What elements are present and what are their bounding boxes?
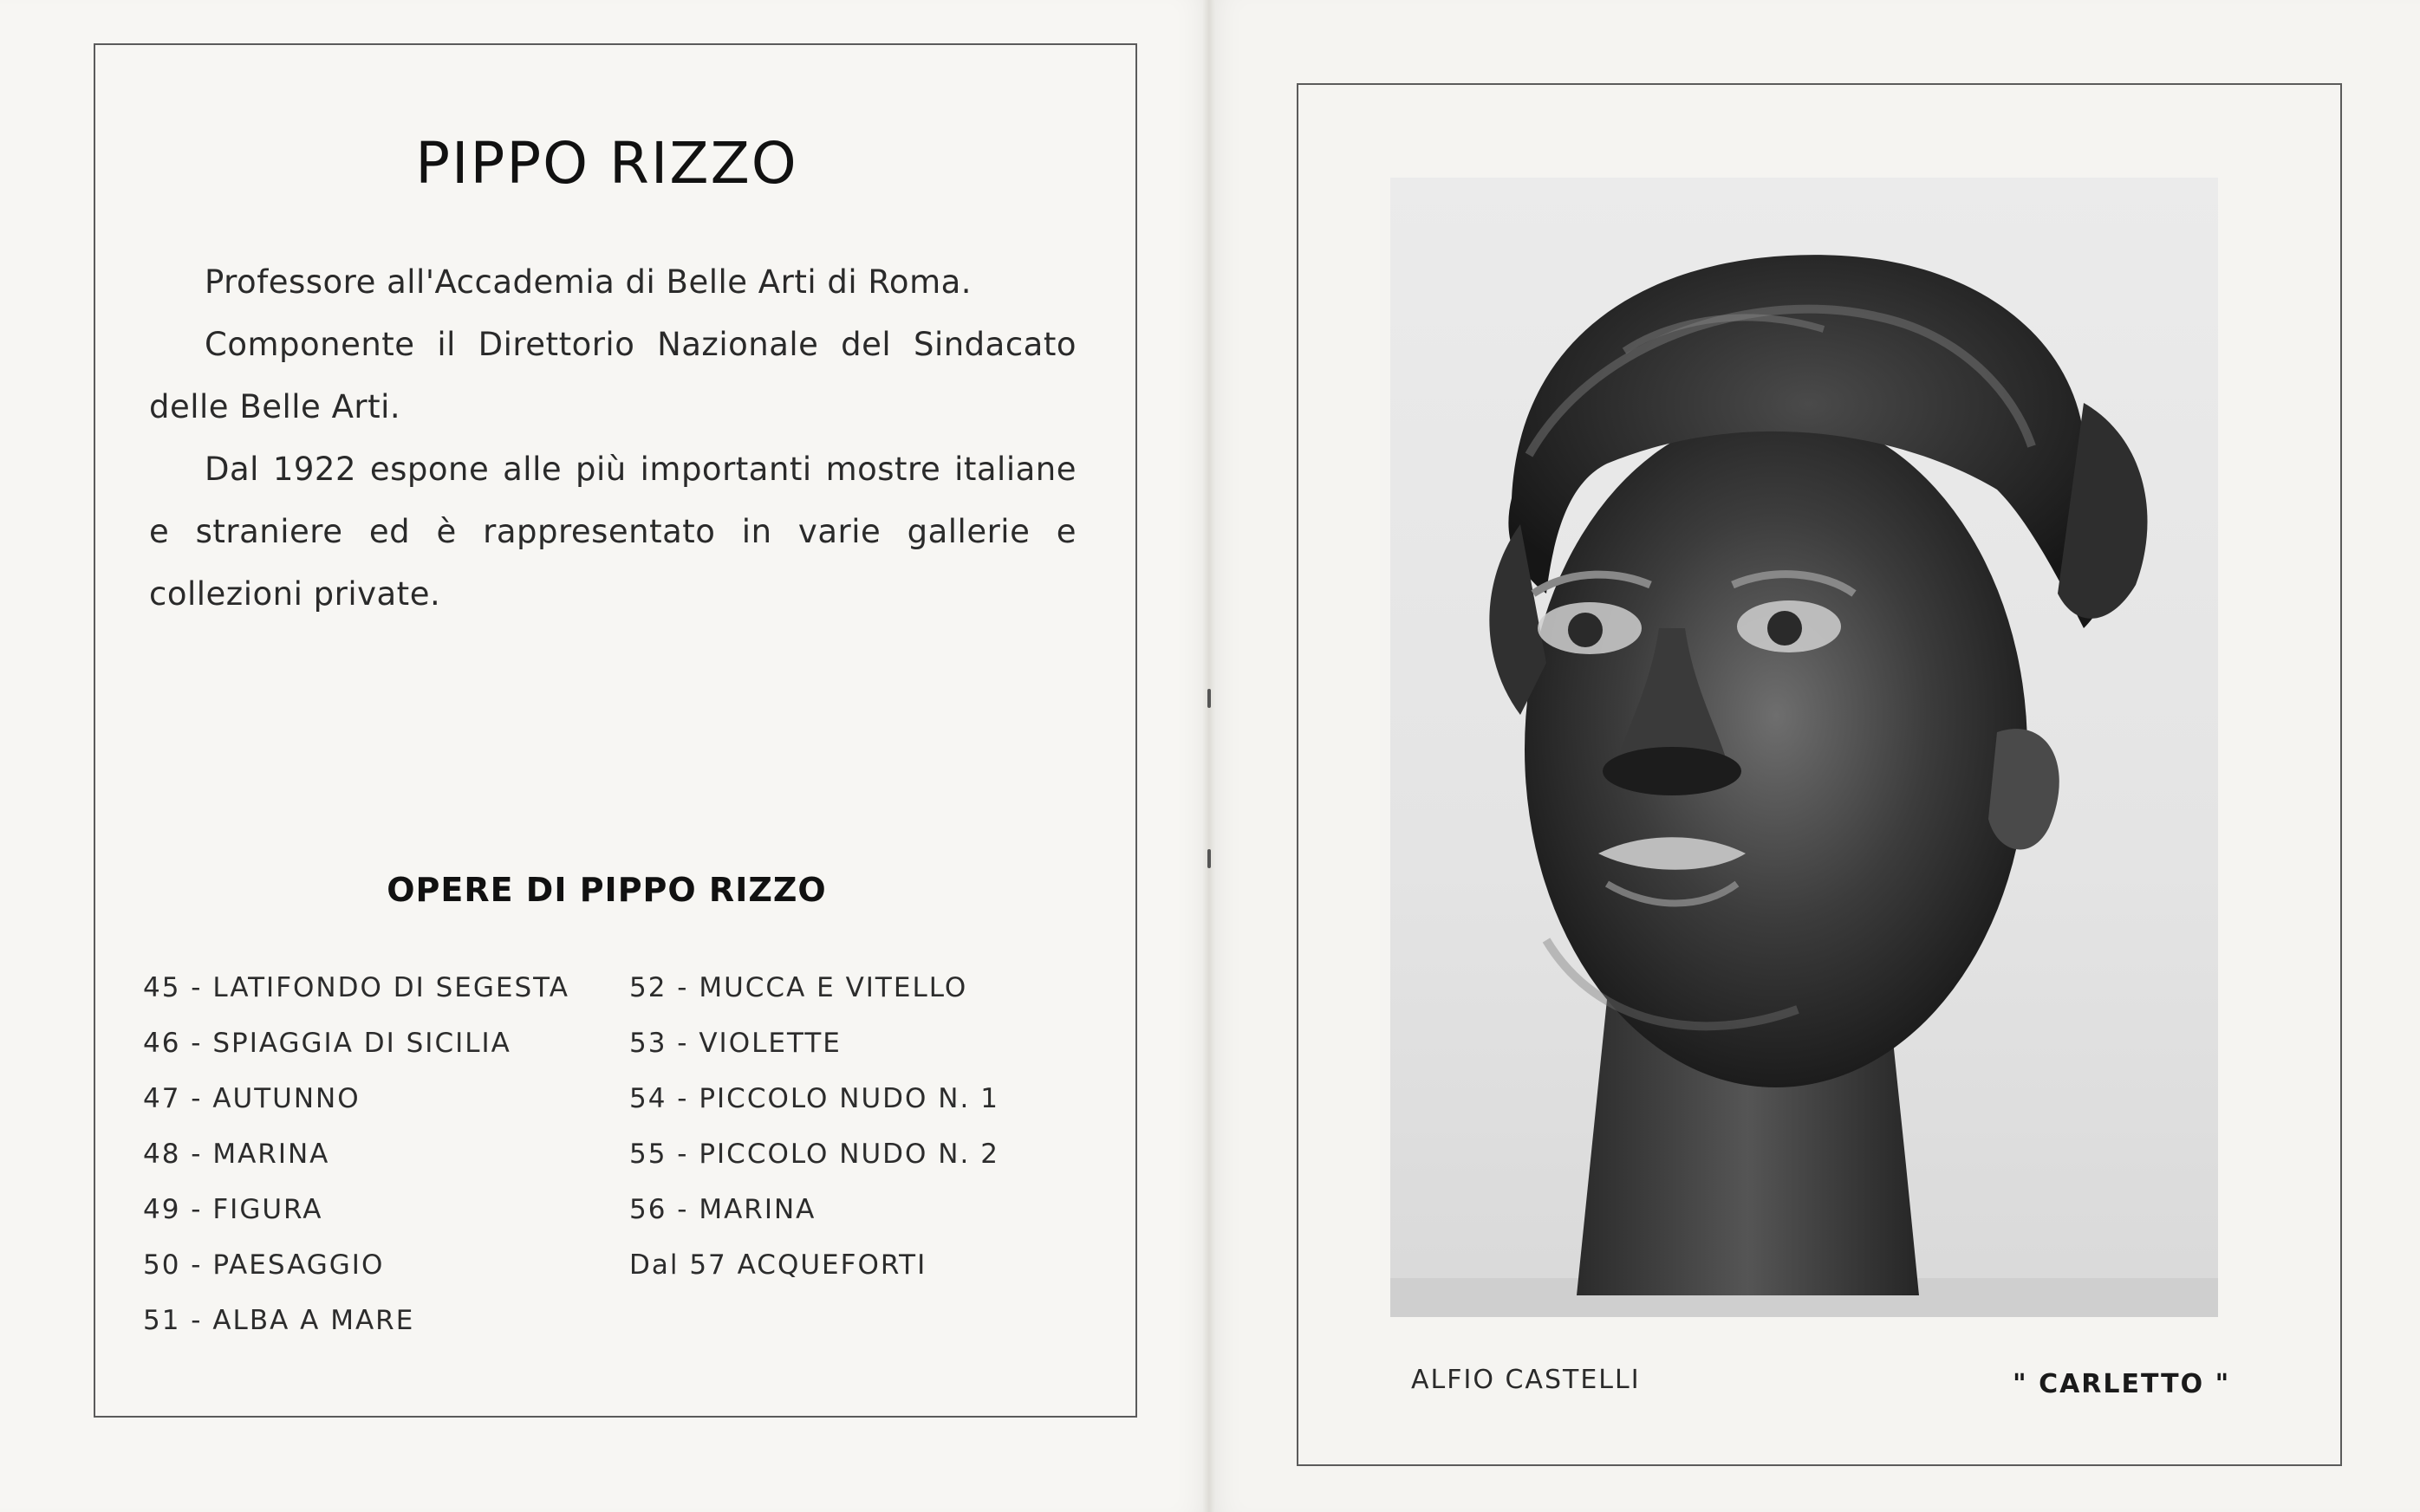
sculpture-photograph: [1390, 178, 2218, 1317]
book-gutter: [1203, 0, 1215, 1512]
bronze-head-image: [1390, 178, 2218, 1317]
works-list-column-2: [629, 960, 999, 1293]
work-item: 48 - MARINA: [143, 1139, 330, 1170]
works-heading: OPERE DI PIPPO RIZZO: [387, 871, 827, 909]
work-title-caption: " CARLETTO ": [2013, 1369, 2231, 1399]
work-item: 47 - AUTUNNO: [143, 1083, 361, 1114]
work-item: 51 - ALBA A MARE: [143, 1305, 415, 1336]
bio-paragraph: Componente il Direttorio Nazionale del Sindacato delle Belle Arti.: [149, 326, 1077, 425]
work-item: Dal 57 ACQUEFORTI: [629, 1249, 927, 1281]
artist-biography: [149, 251, 1077, 626]
bio-paragraph: Professore all'Accademia di Belle Arti di Roma.: [205, 263, 973, 301]
work-item: 45 - LATIFONDO DI SEGESTA: [143, 972, 569, 1003]
left-page: [0, 0, 1209, 1512]
staple: [1207, 849, 1211, 868]
work-item: 56 - MARINA: [629, 1194, 816, 1225]
staple: [1207, 689, 1211, 708]
work-item: 49 - FIGURA: [143, 1194, 323, 1225]
work-item: 53 - VIOLETTE: [629, 1028, 842, 1059]
work-item: 46 - SPIAGGIA DI SICILIA: [143, 1028, 511, 1059]
work-item: 55 - PICCOLO NUDO N. 2: [629, 1139, 999, 1170]
work-item: 52 - MUCCA E VITELLO: [629, 972, 968, 1003]
page-title: PIPPO RIZZO: [415, 130, 798, 197]
work-item: 54 - PICCOLO NUDO N. 1: [629, 1083, 999, 1114]
artist-caption: ALFIO CASTELLI: [1411, 1365, 1641, 1395]
works-list-column-1: [143, 960, 569, 1348]
work-item: 50 - PAESAGGIO: [143, 1249, 385, 1281]
bio-paragraph: Dal 1922 espone alle più importanti mostre italiane e straniere ed è rappresentato in varie gallerie e collezioni private.: [149, 451, 1077, 613]
